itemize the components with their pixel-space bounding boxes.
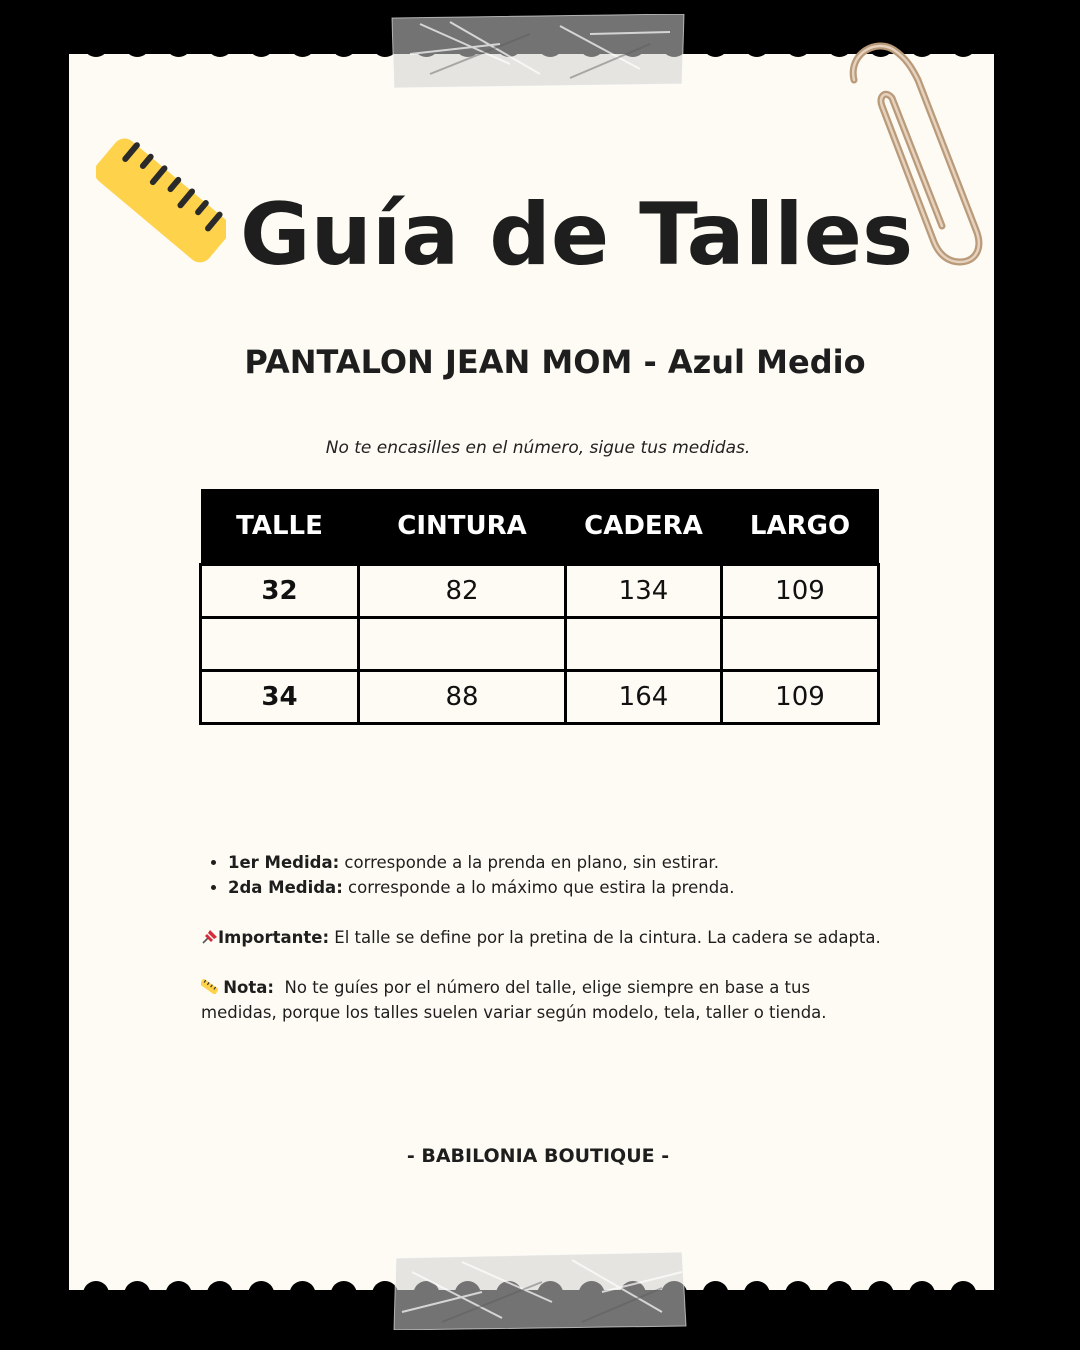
- bullet-text: corresponde a la prenda en plano, sin estirar.: [339, 853, 719, 872]
- notes-section: [201, 850, 891, 1025]
- table-row: [201, 671, 879, 724]
- list-item: [228, 850, 891, 875]
- cell-talle: [201, 618, 359, 671]
- nota-label: Nota:: [223, 978, 275, 997]
- brand-footer: - BABILONIA BOUTIQUE -: [406, 1145, 670, 1167]
- cell-cintura: 82: [359, 565, 566, 618]
- page-title: Guía de Talles: [240, 185, 914, 285]
- ruler-icon: [201, 979, 218, 994]
- cell-talle: 34: [201, 671, 359, 724]
- list-item: [228, 875, 891, 900]
- bullet-label: 2da Medida:: [228, 878, 343, 897]
- table-row: [201, 565, 879, 618]
- cell-largo: 109: [722, 671, 879, 724]
- header-talle: TALLE: [201, 489, 359, 565]
- measurement-list: [201, 850, 891, 900]
- cell-cadera: 134: [566, 565, 722, 618]
- size-table: [199, 489, 880, 725]
- cell-cadera: 164: [566, 671, 722, 724]
- table-row: [201, 618, 879, 671]
- cell-largo: 109: [722, 565, 879, 618]
- tagline: No te encasilles en el número, sigue tus medidas.: [325, 438, 751, 458]
- ruler-icon: [96, 138, 226, 266]
- cell-talle: 32: [201, 565, 359, 618]
- header-largo: LARGO: [722, 489, 879, 565]
- header-cintura: CINTURA: [359, 489, 566, 565]
- tape-top-decoration: [390, 14, 686, 88]
- cell-largo: [722, 618, 879, 671]
- pushpin-icon: [201, 929, 218, 944]
- cell-cintura: [359, 618, 566, 671]
- header-cadera: CADERA: [566, 489, 722, 565]
- cell-cadera: [566, 618, 722, 671]
- tape-bottom-decoration: [392, 1252, 688, 1330]
- product-subtitle: PANTALON JEAN MOM - Azul Medio: [244, 343, 866, 381]
- importante-note: [201, 925, 891, 950]
- bullet-text: corresponde a lo máximo que estira la prenda.: [342, 878, 735, 897]
- bullet-label: 1er Medida:: [228, 853, 340, 872]
- importante-text: El talle se define por la pretina de la cintura. La cadera se adapta.: [329, 928, 881, 947]
- nota-text: No te guíes por el número del talle, elige siempre en base a tus medidas, porque los talles suelen variar según modelo, tela, taller o tienda.: [201, 978, 827, 1022]
- importante-label: Importante:: [218, 928, 330, 947]
- nota-note: [201, 975, 891, 1025]
- cell-cintura: 88: [359, 671, 566, 724]
- size-table-header-row: [201, 489, 879, 565]
